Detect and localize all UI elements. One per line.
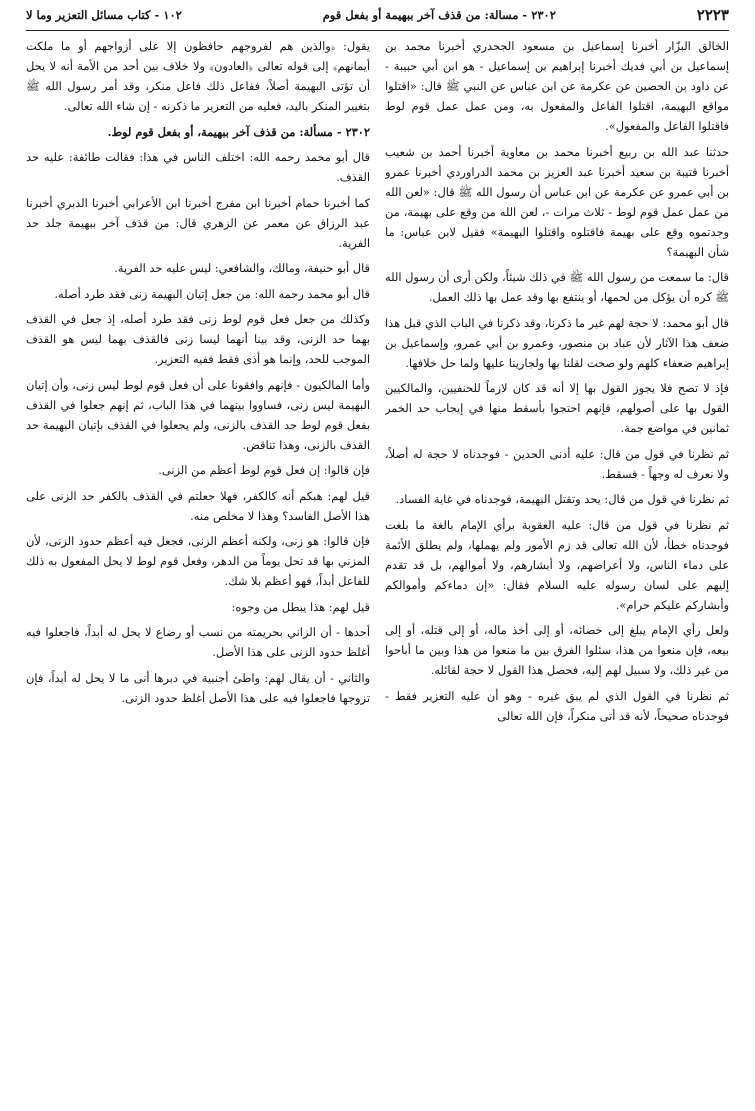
paragraph: قال أبو محمد رحمه الله: اختلف الناس في هذا: فقالت طائفة: عليه حد القذف.: [26, 150, 370, 184]
paragraph: قال أبو محمد رحمه الله: من جعل إتيان البهيمة زنى فقد طرد أصله.: [54, 286, 370, 301]
paragraph: قال: ما سمعت من رسول الله ﷺ في ذلك شيئاً، ولكن أرى أن رسول الله ﷺ كره أن يؤكل من لحمها، أو ينتفع بها وقد عمل بها ذلك العمل.: [385, 270, 729, 304]
paragraph: قيل لهم: هذا يبطل من وجوه:: [231, 599, 370, 614]
paragraph: قال أبو محمد: لا حجة لهم غير ما ذكرنا، وقد ذكرنا في الباب الذي قبل هذا ضعف هذا الآثار لأن عباد بن منصور، وعمرو بن أبي عمرو، وإسماعيل بن إبراهيم ضعفاء كلهم ولو صحت لقلنا بها ولجارينا عليها ولما حل خلافها.: [385, 315, 729, 370]
paragraph: وكذلك من جعل فعل قوم لوط زنى فقد طرد أصله، إذ جعل في القذف بهما حد الزنى، وقد بينا أنهما ليسا زنى فالقذف بهما ليس هو القذف الموجب للحد، وإنما هو أذى فقط ففيه التعزير.: [26, 312, 370, 366]
right-column: [385, 36, 729, 1103]
paragraph: ولعل رأي الإمام يبلغ إلى خصائه، أو إلى أخذ ماله، أو إلى قتله، أو إلى بيعه، فإن منعوا من هذا، سئلوا الفرق بين ما منعوا من هذا وبين ما أباحوا من غير ذلك، ولا سبيل لهم إليه، فحصل هذا القول لا حجة لقائله.: [385, 623, 729, 677]
paragraph: ثم نظرنا في القول الذي لم يبق غيره - وهو أن عليه التعزير فقط - فوجدناه صحيحاً، لأنه قد أتى منكراً، فإن الله تعالى: [385, 688, 729, 723]
paragraph: وأما المالكيون - فإنهم وافقونا على أن فعل قوم لوط ليس زنى، وأن إتيان البهيمة ليس زنى، فساووا بينهما في هذا الباب، ثم إنهم جعلوا في القذف بفعل قوم لوط حد القذف بالزنى، ولم يجعلوا في القذف بإتيان البهيمة حد القذف بالزنى، وهذا تناقض.: [26, 377, 370, 452]
paragraph: والثاني - أن يقال لهم: واطئ أجنبية في دبرها أنى ما لا يحل له أبداً، فإن تزوجها فاجعلوا فيه على هذا الأصل أغلظ حدود الزنى.: [26, 670, 370, 705]
section-heading: ٢٣٠٢ - مسألة: من قذف آخر ببهيمة، أو بفعل قوم لوط.: [107, 124, 370, 139]
paragraph: كما أخبرنا حمام أخبرنا ابن مفرج أخبرنا ابن الأعرابي أخبرنا الدبري أخبرنا عبد الرزاق عن معمر عن الزهري قال: من قذف آخر ببهيمة جلد حد الفرية.: [26, 195, 370, 250]
paragraph: فإن قالوا: هو زنى، ولكنه أعظم الزنى، فجعل فيه أعظم حدود الزنى، لأن المزني بها قد تحل يوماً من الدهر، وفعل قوم لوط لا يحل المفعول به ذلك للفاعل أبداً، فهو أعظم بلا شك.: [26, 534, 370, 588]
paragraph: قال أبو حنيفة، ومالك، والشافعي: ليس عليه حد الفرية.: [114, 261, 370, 275]
page-header: [26, 4, 729, 26]
left-column: [26, 36, 370, 1103]
running-issue-title: ٢٣٠٢ - مسالة: من قذف آخر ببهيمة أو بفعل قوم: [322, 8, 556, 22]
paragraph: فإن قالوا: إن فعل قوم لوط أعظم من الزنى.: [158, 463, 370, 477]
paragraph: حدثنا عبد الله بن ربيع أخبرنا محمد بن معاوية أخبرنا أحمد بن شعيب أخبرنا قتيبة بن سعيد أخبرنا عبد العزيز بن محمد الدراوردي أخبرنا عمرو بن أبي عمرو عن عكرمة عن ابن عباس أن رسول الله ﷺ قال: «لعن الله من عمل عمل قوم لوط - ثلاث مرات -، لعن الله من وقع على بهيمة، من وجدتموه وقع على بهيمة فاقتلوه واقتلوا البهيمة» فقيل لابن عباس: ما شأن البهيمة؟: [385, 144, 729, 259]
paragraph: فإذ لا تصح فلا يجوز القول بها إلا أنه قد كان لازماً للحنفيين، والمالكيين القول بها على أصولهم، فإنهم احتجوا بأسقط منها في إيجاب حد الخمر ثمانين في مواضع جمة.: [385, 381, 729, 435]
header-rule: [26, 30, 729, 31]
paragraph: ثم نظرنا في قول من قال: يحد وتقتل البهيمة، فوجدناه في غاية الفساد.: [395, 492, 729, 506]
page-number: ٢٢٢٣: [696, 6, 729, 24]
paragraph: أحدها - أن الزاني بحريمته من نسب أو رضاع لا يحل له أبداً، فاجعلوا فيه أغلظ حدود الزنى على هذا الأصل.: [26, 625, 370, 659]
paragraph: الخالق البزّار أخبرنا إسماعيل بن مسعود الجحدري أخبرنا محمد بن إسماعيل بن أبي فديك أخبرنا إبراهيم بن إسماعيل - هو ابن أبي حبيبة - عن داود بن الحصين عن عكرمة عن ابن عباس عن النبي ﷺ قال: «اقتلوا مواقع البهيمة، اقتلوا الفاعل والمفعول به، ومن عمل عمل قوم لوط فاقتلوا الفاعل والمفعول».: [385, 39, 729, 133]
paragraph: يقول: ﴿والذين هم لفروجهم حافظون إلا على أزواجهم أو ما ملكت أيمانهم﴾ إلى قوله تعالى ﴿العادون﴾ ولا خلاف بين أحد من الأمة أنه لا يحل أن تؤتى البهيمة أصلاً، ففاعل ذلك فاعل منكر، وقد أمر رسول الله ﷺ بتغيير المنكر باليد، فعليه من التعزير ما ذكرنه - إن شاء الله تعالى.: [26, 39, 370, 113]
running-book-title: ١٠٢ - كتاب مسائل التعزير وما لا: [26, 8, 182, 22]
paragraph: قيل لهم: هبكم أنه كالكفر، فهلا جعلتم في القذف بالكفر حد الزنى على هذا الأصل الفاسد؟ وهذا لا مخلص منه.: [26, 488, 370, 523]
paragraph: ثم نظرنا في قول من قال: عليه العقوبة برأي الإمام بالغة ما بلغت فوجدناه خطأ، لأن الله تعالى قد زم الأمور ولم يهملها، ولم يطلق الأئمة على دماء الناس، ولا أعراضهم، ولا أبشارهم، ولا أموالهم، بل قد تقدم إليهم على لسان رسوله عليه السلام فقال: «إن دماءكم وأموالكم وأبشاركم عليكم حرام».: [385, 517, 729, 612]
paragraph: ثم نظرنا في قول من قال: عليه أدنى الحدين - فوجدناه لا حجة له أصلاً، ولا نعرف له وجهاً - فسقط.: [385, 446, 729, 481]
